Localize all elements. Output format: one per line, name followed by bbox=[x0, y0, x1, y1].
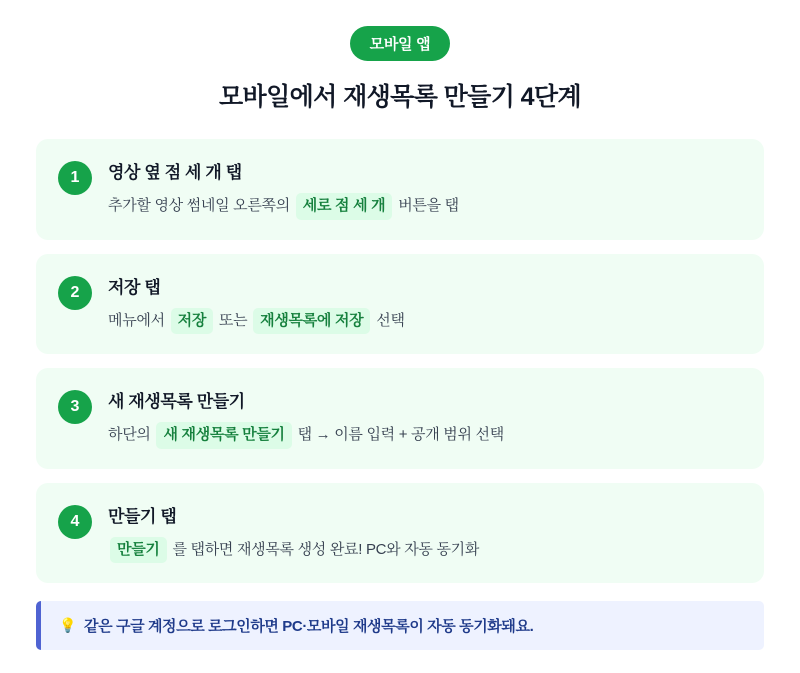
page-title: 모바일에서 재생목록 만들기 4단계 bbox=[218, 83, 582, 111]
step-chip-primary: 만들기 bbox=[110, 537, 167, 564]
step-description bbox=[108, 422, 742, 449]
step-body bbox=[108, 272, 742, 335]
step-body bbox=[108, 386, 742, 449]
step-number-badge: 2 bbox=[58, 276, 92, 310]
step-chip-secondary: 재생목록에 저장 bbox=[253, 308, 370, 335]
info-note bbox=[36, 601, 764, 650]
step-chip-primary: 세로 점 세 개 bbox=[296, 193, 393, 220]
step-desc-mid: 또는 bbox=[218, 311, 248, 329]
badge-row bbox=[36, 26, 764, 61]
step-title: 새 재생목록 만들기 bbox=[108, 392, 245, 411]
step-desc-pre: 하단의 bbox=[108, 426, 151, 443]
step-body bbox=[108, 157, 742, 220]
category-badge: 모바일 앱 bbox=[350, 26, 451, 61]
lightbulb-icon: 💡 bbox=[59, 617, 77, 633]
step-chip-primary: 새 재생목록 만들기 bbox=[156, 422, 291, 449]
step-desc-post: 선택 bbox=[376, 311, 405, 329]
step-item bbox=[36, 139, 764, 240]
step-description bbox=[108, 308, 742, 335]
step-body bbox=[108, 501, 742, 564]
step-desc-pre: 추가할 영상 썸네일 오른쪽의 bbox=[108, 197, 290, 214]
step-title: 만들기 탭 bbox=[108, 506, 177, 526]
step-number-badge: 4 bbox=[58, 505, 92, 539]
step-description bbox=[108, 537, 742, 564]
step-item bbox=[36, 368, 764, 469]
step-title: 영상 옆 점 세 개 탭 bbox=[108, 163, 242, 182]
step-number-badge: 1 bbox=[58, 161, 92, 195]
step-description bbox=[108, 193, 742, 220]
step-desc-mid: 를 탭하면 재생목록 생성 완료! PC와 자동 동기화 bbox=[172, 540, 480, 558]
step-number-badge: 3 bbox=[58, 390, 92, 424]
step-chip-primary: 저장 bbox=[171, 308, 213, 335]
info-note-text: 같은 구글 계정으로 로그인하면 PC·모바일 재생목록이 자동 동기화돼요. bbox=[84, 618, 534, 635]
step-desc-pre: 메뉴에서 bbox=[108, 311, 165, 329]
step-item bbox=[36, 483, 764, 584]
step-desc-mid: 버튼을 탭 bbox=[398, 197, 459, 214]
steps-list bbox=[36, 139, 764, 583]
step-desc-mid: 탭 → 이름 입력 + 공개 범위 선택 bbox=[297, 426, 504, 443]
step-item bbox=[36, 254, 764, 355]
step-title: 저장 탭 bbox=[108, 277, 161, 297]
